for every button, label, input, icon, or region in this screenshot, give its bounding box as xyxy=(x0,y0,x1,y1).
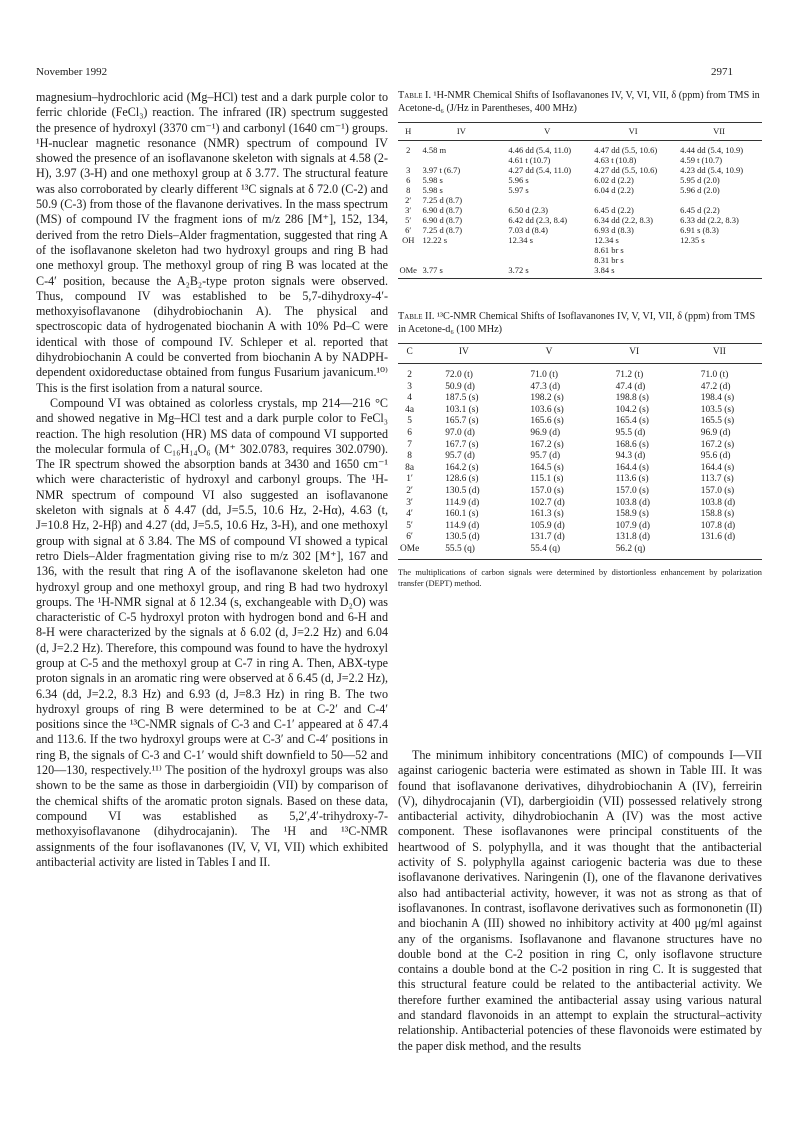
table1-cell: 5.96 d (2.0) xyxy=(680,185,720,196)
table1-h-nmr xyxy=(398,122,762,279)
running-header-date: November 1992 xyxy=(36,66,108,78)
table2-cell: 113.7 (s) xyxy=(700,474,734,485)
table2-cell: 47.4 (d) xyxy=(615,381,646,392)
table1-cell: 12.34 s 8.61 br s 8.31 br s xyxy=(594,235,624,266)
table1-cell: 6.90 d (8.7) xyxy=(422,205,463,216)
table1-row-label: 2 xyxy=(406,145,411,156)
paragraph-compound-iv: magnesium–hydrochloric acid (Mg–HCl) test and a dark purple color to ferric chloride (FeCl₃) reaction. The infrared (IR) spectrum suggested the presence of hydroxyl (3370 cm⁻¹) and carbonyl (1640 cm⁻¹) groups. ¹H-nuclear magnetic resonance (NMR) spectrum of compound IV showed the presence of an isoflavanone skeleton with signals at 4.58 (2-H), 3.97 (3-H) and one methoxyl group at δ 3.77. The structural feature was also corroborated by clearly different ¹³C signals at δ 72.0 (C-2) and 50.9 (C-3) from those of the flavanone derivatives. In the mass spectrum (MS) of compound IV the fragment ions of m/z 286 [M⁺], 152, 134, derived from the retro Diels–Alder fragmentation, suggested that ring A of the isoflavanone skeleton had two hydroxyl groups and ring B had one methoxyl group. The methoxyl group of ring B was located at the C-4′ position, because the A₂B₂-type proton signals were observed. Thus, compound IV was established to be 5,7-dihydroxy-4′-methoxyisoflavanone (dihydrobiochanin A). The physical and spectroscopic data of hydrogenated biochanin A with 10% Pd–C were identical with those of compound IV. Schleper et al. reported that dihydrobiochanin A could be converted from biochanin A by NADPH-dependent oxidoreductase obtained from fungus Fusarium javanicum.¹⁰⁾ This is the first isolation from a natural source. xyxy=(36,90,388,395)
table1-header-cell: VI xyxy=(628,126,638,137)
table2-cell: 103.1 (s) xyxy=(445,404,479,415)
table1-row-label: 6′ xyxy=(405,225,412,236)
table2-cell: 158.8 (s) xyxy=(700,509,735,520)
table1-row-label: 8 xyxy=(406,185,411,196)
table2-cell: 165.7 (s) xyxy=(445,416,479,427)
table1-row-label: OH xyxy=(402,235,415,246)
table1-cell: 4.27 dd (5.4, 11.0) xyxy=(508,165,572,176)
right-column-text xyxy=(398,748,762,1054)
table1-row-label: 6 xyxy=(406,175,411,186)
table2-row-label: 4 xyxy=(407,393,412,404)
table2-row xyxy=(398,416,762,428)
table1-row xyxy=(398,175,762,185)
table1-cell: 4.23 dd (5.4, 10.9) xyxy=(680,165,744,176)
table2-caption-text: ¹³C-NMR Chemical Shifts of Isoflavanones IV, V, VI, VII, δ (ppm) from TMS in Acetone-d₆ (100 MHz) xyxy=(398,311,756,335)
table1-cell: 3.97 t (6.7) xyxy=(422,165,461,176)
table2-cell: 168.6 (s) xyxy=(615,439,649,450)
table1-row xyxy=(398,195,762,205)
table2-row xyxy=(398,463,762,475)
table2-row-label: 4′ xyxy=(406,509,413,520)
table2-row xyxy=(398,393,762,405)
table2-cell: 164.4 (s) xyxy=(700,462,735,473)
table2-cell: 103.6 (s) xyxy=(530,404,564,415)
table2-row-label: 1′ xyxy=(406,474,413,485)
table1-row xyxy=(398,205,762,215)
table1-row-label: 3′ xyxy=(405,205,412,216)
table1-header-cell: V xyxy=(544,126,551,137)
table2-caption xyxy=(398,311,762,336)
table2-row-label: 5′ xyxy=(406,520,413,531)
table2-cell: 55.4 (q) xyxy=(530,543,561,554)
table1-row xyxy=(398,185,762,195)
table2-cell: 187.5 (s) xyxy=(445,393,479,404)
table1-cell: 6.34 dd (2.2, 8.3) xyxy=(594,215,653,226)
table1-cell: 6.33 dd (2.2, 8.3) xyxy=(680,215,739,226)
table1-cell: 7.25 d (8.7) xyxy=(422,225,463,236)
table2-row-label: 8a xyxy=(405,462,415,473)
table1-cell: 6.04 d (2.2) xyxy=(594,185,634,196)
table1-cell: 4.58 m xyxy=(422,145,447,156)
table1-header-row xyxy=(398,123,762,141)
table1-cell: 7.03 d (8.4) xyxy=(508,225,548,236)
table1-cell: 6.90 d (8.7) xyxy=(422,215,463,226)
table2-cell: 131.7 (d) xyxy=(530,532,565,543)
table2-row xyxy=(398,405,762,417)
table2-cell: 161.3 (s) xyxy=(530,509,564,520)
table2-cell: 198.2 (s) xyxy=(530,393,564,404)
table2-cell: 56.2 (q) xyxy=(615,543,646,554)
table2-cell: 164.5 (s) xyxy=(530,462,564,473)
table1-row-label: 3 xyxy=(406,165,411,176)
table2-cell: 72.0 (t) xyxy=(445,369,473,380)
table2-row xyxy=(398,474,762,486)
table2-cell: 103.5 (s) xyxy=(700,404,735,415)
table1-cell: 4.47 dd (5.5, 10.6) 4.63 t (10.8) xyxy=(594,145,658,166)
table1-cell: 12.35 s xyxy=(680,235,705,246)
table2-cell: 55.5 (q) xyxy=(445,543,475,554)
table2-cell: 158.9 (s) xyxy=(615,509,649,520)
table2-cell: 105.9 (d) xyxy=(530,520,565,531)
table2-cell: 47.2 (d) xyxy=(700,381,731,392)
page-number: 2971 xyxy=(711,66,733,78)
table2-footnote: The multiplications of carbon signals were determined by distortionless enhancement by polarization transfer (DEPT) method. xyxy=(398,568,762,588)
table2-cell: 95.7 (d) xyxy=(445,451,475,462)
table2-row xyxy=(398,509,762,521)
table1-header-cell: IV xyxy=(456,126,466,137)
table2-cell: 115.1 (s) xyxy=(530,474,564,485)
table2-row-label: 3′ xyxy=(406,497,413,508)
table2-cell: 95.7 (d) xyxy=(530,451,561,462)
table2-cell: 131.6 (d) xyxy=(700,532,736,543)
table2-row xyxy=(398,440,762,452)
table2-row xyxy=(398,451,762,463)
table2-cell: 103.8 (d) xyxy=(700,497,736,508)
table2-cell: 165.5 (s) xyxy=(700,416,735,427)
table2-cell: 107.8 (d) xyxy=(700,520,736,531)
table2-header-cell: IV xyxy=(458,347,469,358)
table2-cell: 198.8 (s) xyxy=(615,393,649,404)
table2-row xyxy=(398,428,762,440)
table2-cell: 97.0 (d) xyxy=(445,427,475,438)
table2-cell: 107.9 (d) xyxy=(615,520,650,531)
table2-cell: 102.7 (d) xyxy=(530,497,565,508)
table2-cell: 47.3 (d) xyxy=(530,381,561,392)
table2-label: Table II. xyxy=(398,311,435,323)
table2-cell: 130.5 (d) xyxy=(445,485,480,496)
table1-label: Table I. xyxy=(398,90,431,101)
table2-row xyxy=(398,486,762,498)
paragraph-compound-vi: Compound VI was obtained as colorless crystals, mp 214—216 °C and showed negative in Mg–HCl test and a dark purple color to FeCl₃ reaction. The high resolution (HR) MS data of compound VI supported the molecular formula of C₁₆H₁₄O₆ (M⁺ 302.0783, requires 302.0790). The IR spectrum showed the absorption bands at 3430 and 1650 cm⁻¹ which were characteristic of hydroxyl and carbonyl groups. The ¹H-NMR spectrum of compound VI also suggested an isoflavanone skeleton with signals at δ 4.47 (dd, J=5.5, 10.6 Hz, 2-Hα), 4.63 (t, J=10.8 Hz, 2-Hβ) and 4.27 (dd, J=5.5, 10.6 Hz, 3-H), and one methoxyl group with signal at δ 3.84. The MS of compound VI showed a typical retro Diels–Alder fragmentation giving rise to m/z 302 [M⁺], 167 and 136, with the result that ring A of the isoflavanone skeleton had one hydroxyl group and one methoxyl group, and ring B had two hydroxyl groups. The ¹H-NMR signal at δ 12.34 (s, exchangeable with D₂O) was characteristic of C-5 hydroxyl proton with hydrogen bond and 6-H and 8-H were characterized by the signals at δ 6.02 (d, J=2.2 Hz) and 6.04 (d, J=2.2 Hz). Therefore, this compound was found to have the hydroxyl group at C-5 and the methoxyl group at C-7 in ring A. Then, ABX-type proton signals in an aromatic ring were observed at δ 6.45 (d, J=2.2 Hz), 6.34 (dd, J=2.2, 8.3 Hz) and 6.93 (d, J=8.3 Hz) in ring B. The two hydroxyl groups of ring B were determined to be at C-2′ and C-4′ positions since the ¹³C-NMR signals of C-3 and C-1′ appeared at δ 47.4 and 113.6. If the two hydroxyl groups were at C-3′ and C-4′ positions in ring B, the signals of C-3 and C-1′ would shift downfield to 50—52 and 120—130, respectively.¹¹⁾ The position of the hydroxyl groups was also shown to be the same as those in darbergioidin (VII) by comparison of the chemical shifts of the aromatic proton signals. Based on these data, compound VI was established as 5,2′,4′-trihydroxy-7-methoxyisoflavanone (dihydrocajanin). The ¹H and ¹³C-NMR assignments of the four isoflavanones (IV, V, VI, VII) which exhibited antibacterial activity are listed in Tables I and II. xyxy=(36,395,389,869)
table1-cell xyxy=(676,265,762,279)
table2-cell: 71.0 (t) xyxy=(700,369,729,380)
table1-cell: 3.84 s xyxy=(594,265,615,276)
table2-cell: 157.0 (s) xyxy=(615,485,649,496)
table1-cell: 5.96 s xyxy=(508,175,529,186)
table2-cell: 165.6 (s) xyxy=(530,416,564,427)
table1-caption xyxy=(398,90,762,115)
table2-cell: 94.3 (d) xyxy=(615,451,646,462)
table1-cell xyxy=(504,195,590,205)
table2-cell: 103.8 (d) xyxy=(615,497,650,508)
table1-row-label: 5′ xyxy=(405,215,412,226)
left-column xyxy=(36,90,388,870)
table2-cell: 71.2 (t) xyxy=(615,369,644,380)
table1-cell: 6.42 dd (2.3, 8.4) xyxy=(508,215,568,226)
table1-row xyxy=(398,141,762,166)
table2-cell: 113.6 (s) xyxy=(615,474,649,485)
table2-cell: 114.9 (d) xyxy=(445,497,480,508)
table1-cell: 6.45 d (2.2) xyxy=(594,205,634,216)
table2-cell: 157.0 (s) xyxy=(530,485,564,496)
table2-c-nmr xyxy=(398,343,762,560)
table1-row xyxy=(398,165,762,175)
table1-row-label: 2′ xyxy=(405,195,412,206)
table2-cell: 114.9 (d) xyxy=(445,520,480,531)
table1-cell: 6.02 d (2.2) xyxy=(594,175,634,186)
table2-row xyxy=(398,532,762,544)
table2-row-label: OMe xyxy=(399,543,420,554)
table2-cell: 50.9 (d) xyxy=(445,381,475,392)
table2-row xyxy=(398,498,762,510)
table2-header-cell: VII xyxy=(712,347,726,358)
table2-row-label: 6 xyxy=(407,427,412,438)
table1-header-cell: H xyxy=(405,126,412,137)
table1-cell: 6.45 d (2.2) xyxy=(680,205,720,216)
table2-cell: 128.6 (s) xyxy=(445,474,479,485)
table1-cell: 6.91 s (8.3) xyxy=(680,225,719,236)
table1-row-label: OMe xyxy=(399,265,417,276)
table2-row-label: 2 xyxy=(407,369,412,380)
table2-cell: 165.4 (s) xyxy=(615,416,649,427)
table1-cell: 5.98 s xyxy=(422,175,443,186)
paragraph-mic-results: The minimum inhibitory concentrations (MIC) of compounds I—VII against cariogenic bacteria were estimated as shown in Table III. It was found that isoflavanone derivatives, dihydrobiochanin A (IV), ferreirin (V), dihydrocajanin (VI), darbergioidin (VII) possessed relatively strong antibacterial activity, dihydrobiochanin A (IV) was the most active component. These isoflavanones were principal constituents of the heartwood of S. polyphylla, and it was thought that the antibacterial activity of S. polyphylla against cariogenic bacteria was due to these isoflavanone derivatives. Naringenin (I), one of the flavanone derivatives also had antibacterial activity, however, it was not as strong as that of isoflavanones. In contrast, isoflavone derivatives such as formononetin (II) and biochanin A (III) showed no inhibitory activity at 400 μg/ml against any of the organisms. Isoflavanone and flavanone structures have no double bond at the C-2 position in ring C, only isoflavone structure contains a double bond at the C-2 position in ring C. It is suggested that this structural feature could be related to the antibacterial activity. We therefore further examined the antibacterial assay using various natural and standard flavonoids in an attempt to explain the structural–activity relationship. Antibacterial potencies of these flavonoids were estimated by the paper disk method, and the results xyxy=(398,748,762,1053)
table2-cell: 164.2 (s) xyxy=(445,462,479,473)
table2-row-label: 5 xyxy=(407,416,412,427)
table2-cell: 157.0 (s) xyxy=(700,485,735,496)
table2-cell: 167.2 (s) xyxy=(700,439,735,450)
table2-row-label: 6′ xyxy=(406,532,413,543)
table2-header-row xyxy=(398,344,762,364)
table1-cell: 4.27 dd (5.5, 10.6) xyxy=(594,165,658,176)
table2-cell: 95.6 (d) xyxy=(700,451,731,462)
table1-caption-text: ¹H-NMR Chemical Shifts of Isoflavanones IV, V, VI, VII, δ (ppm) from TMS in Acetone-d₆ (J/Hz in Parentheses, 400 MHz) xyxy=(398,90,760,114)
table1-row xyxy=(398,215,762,225)
table1-cell: 4.46 dd (5.4, 11.0) 4.61 t (10.7) xyxy=(508,145,572,166)
table2-row-label: 7 xyxy=(407,439,412,450)
table2-row-label: 3 xyxy=(407,381,412,392)
table1-cell: 3.72 s xyxy=(508,265,529,276)
table2-cell: 167.7 (s) xyxy=(445,439,479,450)
table1-cell: 4.44 dd (5.4, 10.9) 4.59 t (10.7) xyxy=(680,145,744,166)
table2-cell: 96.9 (d) xyxy=(530,427,561,438)
table1-header-cell: VII xyxy=(713,126,725,137)
table2-row xyxy=(398,382,762,394)
right-column-tables xyxy=(398,90,762,589)
table2-cell: 131.8 (d) xyxy=(615,532,650,543)
table2-cell: 95.5 (d) xyxy=(615,427,646,438)
table1-cell xyxy=(676,195,762,205)
table1-cell: 3.77 s xyxy=(422,265,443,276)
table1-cell: 12.34 s xyxy=(508,235,533,246)
table2-cell: 160.1 (s) xyxy=(445,509,479,520)
table1-cell: 6.93 d (8.3) xyxy=(594,225,634,236)
table2-header-cell: V xyxy=(545,347,553,358)
table2-row xyxy=(398,363,762,381)
table2-cell: 164.4 (s) xyxy=(615,462,649,473)
table2-row-label: 8 xyxy=(407,451,412,462)
table2-row xyxy=(398,544,762,560)
table2-row xyxy=(398,521,762,533)
table2-cell: 198.4 (s) xyxy=(700,393,735,404)
table2-cell: 130.5 (d) xyxy=(445,532,480,543)
table2-cell: 167.2 (s) xyxy=(530,439,564,450)
table2-header-cell: VI xyxy=(629,347,640,358)
table1-cell xyxy=(590,195,676,205)
table1-row xyxy=(398,235,762,265)
table2-row-label: 2′ xyxy=(406,485,413,496)
table2-row-label: 4a xyxy=(405,404,415,415)
table1-row xyxy=(398,265,762,279)
table2-cell: 104.2 (s) xyxy=(615,404,649,415)
table1-row xyxy=(398,225,762,235)
table2-cell: 71.0 (t) xyxy=(530,369,559,380)
table1-cell: 5.98 s xyxy=(422,185,443,196)
table2-cell: 96.9 (d) xyxy=(700,427,731,438)
table2-header-cell: C xyxy=(406,347,413,358)
table2-cell xyxy=(677,544,762,560)
table1-cell: 12.22 s xyxy=(422,235,447,246)
table1-cell: 5.97 s xyxy=(508,185,529,196)
table1-cell: 5.95 d (2.0) xyxy=(680,175,720,186)
table1-cell: 6.50 d (2.3) xyxy=(508,205,548,216)
table1-cell: 7.25 d (8.7) xyxy=(422,195,463,206)
